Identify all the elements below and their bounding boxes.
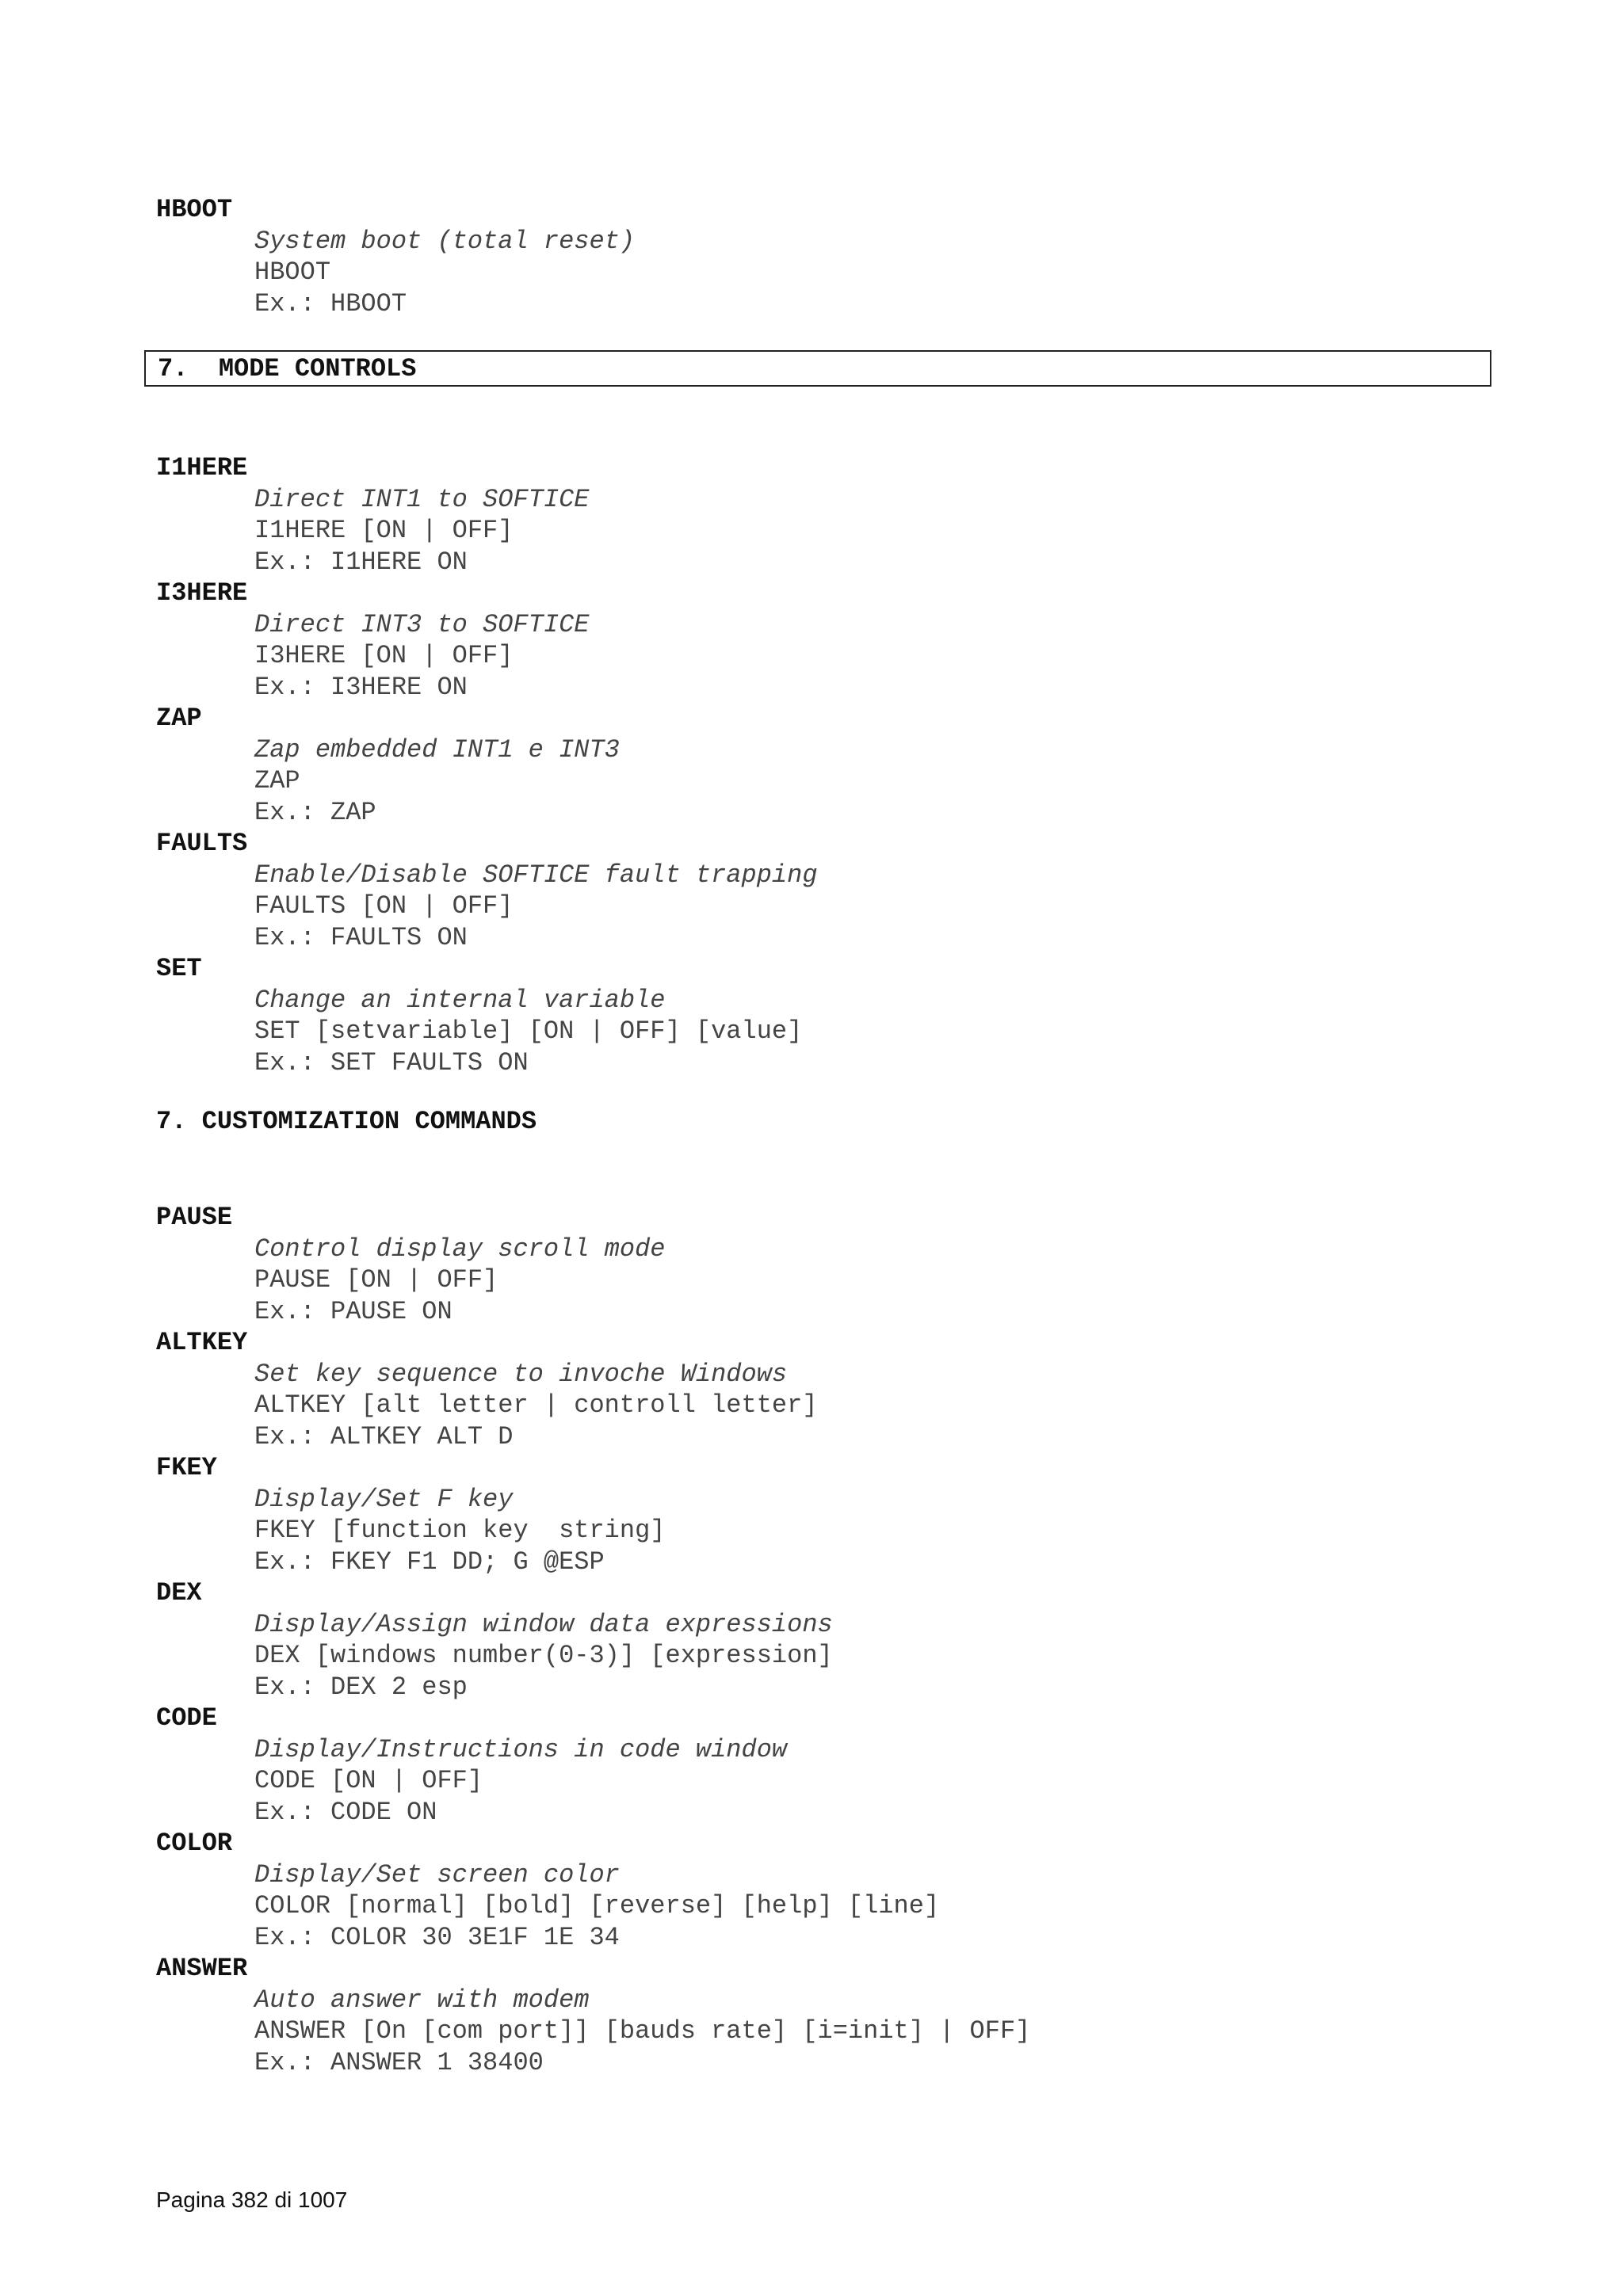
command-name: FAULTS	[156, 829, 248, 858]
command-name: ANSWER	[156, 1954, 248, 1983]
command-name: ZAP	[156, 704, 202, 733]
command-syntax: I3HERE [ON | OFF]	[254, 641, 514, 670]
command-example: Ex.: I1HERE ON	[254, 547, 468, 577]
command-description: Display/Instructions in code window	[254, 1735, 788, 1764]
command-name: COLOR	[156, 1829, 233, 1858]
command-syntax: FKEY [function key string]	[254, 1516, 666, 1545]
command-example: Ex.: PAUSE ON	[254, 1297, 453, 1326]
command-description: Set key sequence to invoche Windows	[254, 1360, 788, 1389]
command-description: Zap embedded INT1 e INT3	[254, 735, 620, 765]
command-name: DEX	[156, 1578, 202, 1608]
command-syntax: FAULTS [ON | OFF]	[254, 891, 514, 921]
command-description: Auto answer with modem	[254, 1985, 590, 2015]
command-syntax: PAUSE [ON | OFF]	[254, 1265, 498, 1295]
command-example: Ex.: COLOR 30 3E1F 1E 34	[254, 1923, 620, 1952]
command-description: Display/Assign window data expressions	[254, 1610, 833, 1639]
command-name: HBOOT	[156, 195, 233, 224]
command-description: Enable/Disable SOFTICE fault trapping	[254, 860, 818, 890]
command-description: System boot (total reset)	[254, 227, 636, 256]
command-example: Ex.: FKEY F1 DD; G @ESP	[254, 1547, 605, 1577]
command-syntax: ANSWER [On [com port]] [bauds rate] [i=init] | OFF]	[254, 2016, 1031, 2046]
command-example: Ex.: I3HERE ON	[254, 673, 468, 702]
command-example: Ex.: FAULTS ON	[254, 923, 468, 952]
page-number: Pagina 382 di 1007	[156, 2187, 348, 2212]
command-syntax: DEX [windows number(0-3)] [expression]	[254, 1641, 833, 1670]
command-syntax: COLOR [normal] [bold] [reverse] [help] [line]	[254, 1891, 940, 1920]
command-example: Ex.: ANSWER 1 38400	[254, 2048, 544, 2077]
command-name: I3HERE	[156, 578, 248, 608]
command-example: Ex.: CODE ON	[254, 1798, 437, 1827]
command-description: Display/Set screen color	[254, 1860, 620, 1890]
command-name: CODE	[156, 1703, 217, 1733]
command-name: SET	[156, 954, 202, 983]
command-example: Ex.: ZAP	[254, 798, 376, 827]
section-title-customization: 7. CUSTOMIZATION COMMANDS	[156, 1107, 537, 1136]
command-example: Ex.: HBOOT	[254, 289, 407, 318]
command-name: FKEY	[156, 1453, 217, 1482]
command-syntax: I1HERE [ON | OFF]	[254, 516, 514, 545]
command-description: Direct INT1 to SOFTICE	[254, 485, 590, 514]
command-name: I1HERE	[156, 453, 248, 482]
command-syntax: SET [setvariable] [ON | OFF] [value]	[254, 1016, 803, 1046]
command-description: Direct INT3 to SOFTICE	[254, 610, 590, 639]
command-example: Ex.: ALTKEY ALT D	[254, 1422, 514, 1451]
command-syntax: ZAP	[254, 766, 300, 795]
command-syntax: CODE [ON | OFF]	[254, 1766, 483, 1795]
command-syntax: ALTKEY [alt letter | controll letter]	[254, 1390, 818, 1420]
command-syntax: HBOOT	[254, 257, 331, 287]
command-name: PAUSE	[156, 1203, 233, 1232]
command-description: Control display scroll mode	[254, 1234, 666, 1264]
command-description: Display/Set F key	[254, 1485, 514, 1514]
command-description: Change an internal variable	[254, 986, 666, 1015]
section-title-mode-controls: 7. MODE CONTROLS	[158, 354, 417, 383]
command-name: ALTKEY	[156, 1328, 248, 1357]
section-heading-box	[144, 350, 1491, 387]
command-example: Ex.: SET FAULTS ON	[254, 1048, 529, 1077]
command-example: Ex.: DEX 2 esp	[254, 1672, 468, 1702]
